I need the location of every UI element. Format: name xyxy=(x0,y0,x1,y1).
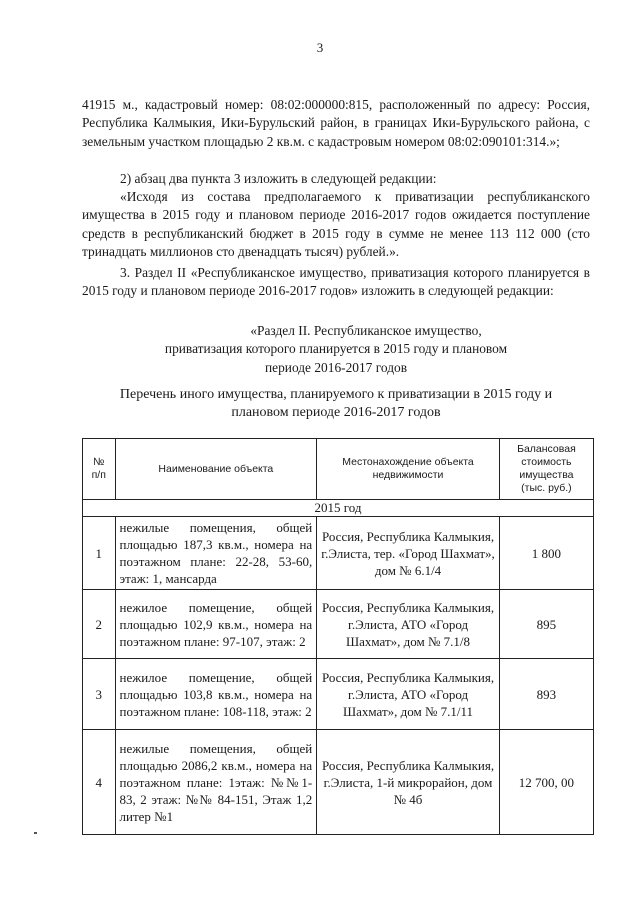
row-object-name: нежилые помещения, общей площадью 187,3 кв.м., номера на поэтажном плане: 22-28, 53-60, этаж: 1, мансарда xyxy=(115,517,317,590)
header-number-line-2: п/п xyxy=(91,469,106,481)
header-value-line-3: имущества xyxy=(519,469,574,481)
paragraph-text: 3. Раздел II «Республиканское имущество, приватизация которого планируется в 2015 году и плановом периоде 2016-2017 годов» изложить в следующей редакции: xyxy=(82,265,590,299)
header-name: Наименование объекта xyxy=(115,439,317,500)
row-location: Россия, Республика Калмыкия, г.Элиста, тер. «Город Шахмат», дом № 6.1/4 xyxy=(317,517,500,590)
section-heading-line-2: приватизация которого планируется в 2015 году и плановом xyxy=(164,341,508,357)
header-number xyxy=(83,439,116,500)
row-location: Россия, Республика Калмыкия, г.Элиста, АТО «Город Шахмат», дом № 7.1/8 xyxy=(317,590,500,659)
row-object-name: нежилые помещения, общей площадью 2086,2 кв.м., номера на поэтажном плане: 1этаж: №№1-83, 2 этаж: №№ 84-151, Этаж 1,2 литер №1 xyxy=(115,730,317,835)
section-heading xyxy=(82,322,590,377)
section-heading-line-1: «Раздел II. Республиканское имущество, xyxy=(250,323,482,338)
table-row xyxy=(83,590,594,659)
header-value xyxy=(499,439,593,500)
paragraph-continuation xyxy=(82,96,590,151)
row-location: Россия, Республика Калмыкия, г.Элиста, АТО «Город Шахмат», дом № 7.1/11 xyxy=(317,659,500,730)
paragraph-text: «Исходя из состава предполагаемого к приватизации республиканского имущества в 2015 году и плановом периоде 2016-2017 годов ожидается поступление средств в республиканский бюджет в 2015 году в сумме не менее 113 112 000 (сто тринадцать миллионов сто двенадцать тысяч) рублей.». xyxy=(82,189,590,260)
table-row xyxy=(83,659,594,730)
list-title xyxy=(82,386,590,422)
paragraph-text: 2) абзац два пункта 3 изложить в следующей редакции: xyxy=(120,171,437,186)
row-number: 2 xyxy=(83,590,116,659)
header-value-line-4: (тыс. руб.) xyxy=(521,482,572,494)
row-number: 1 xyxy=(83,517,116,590)
header-location xyxy=(317,439,500,500)
paragraph-text: 41915 м., кадастровый номер: 08:02:000000:815, расположенный по адресу: Россия, Республика Калмыкия, Ики-Бурульский район, в границах Ики-Бурульского района, с земельным участком площадью 2 кв.м. с кадастровым номером 08:02:090101:314.»; xyxy=(82,97,590,149)
year-label: 2015 год xyxy=(83,500,594,517)
row-number: 4 xyxy=(83,730,116,835)
row-location: Россия, Республика Калмыкия, г.Элиста, 1-й микрорайон, дом № 4б xyxy=(317,730,500,835)
property-table xyxy=(82,438,594,835)
row-number: 3 xyxy=(83,659,116,730)
list-title-line-1: Перечень иного имущества, планируемого к приватизации в 2015 году и xyxy=(119,387,553,402)
page-number: 3 xyxy=(316,40,324,55)
list-title-line-2: плановом периоде 2016-2017 годов xyxy=(231,405,441,420)
table-row xyxy=(83,517,594,590)
table-row xyxy=(83,730,594,835)
header-value-line-2: стоимость xyxy=(521,456,572,468)
row-object-name: нежилое помещение, общей площадью 102,9 кв.м., номера на поэтажном плане: 97-107, этаж: 2 xyxy=(115,590,317,659)
paragraph-amendment-3 xyxy=(82,264,590,301)
header-value-line-1: Балансовая xyxy=(517,443,576,455)
header-location-line-1: Местонахождение объекта xyxy=(342,456,474,468)
row-object-name: нежилое помещение, общей площадью 103,8 кв.м., номера на поэтажном плане: 108-118, этаж: 2 xyxy=(115,659,317,730)
margin-mark xyxy=(34,832,37,834)
paragraph-amendment-2 xyxy=(82,170,590,188)
row-value: 895 xyxy=(499,590,593,659)
header-location-line-2: недвижимости xyxy=(372,469,444,481)
table-header-row xyxy=(83,439,594,500)
row-value: 893 xyxy=(499,659,593,730)
section-heading-line-3: периоде 2016-2017 годов xyxy=(264,359,408,375)
year-row xyxy=(83,500,594,517)
row-value: 1 800 xyxy=(499,517,593,590)
row-value: 12 700, 00 xyxy=(499,730,593,835)
paragraph-quote-revenue xyxy=(82,188,590,262)
header-number-line-1: № xyxy=(93,456,105,468)
